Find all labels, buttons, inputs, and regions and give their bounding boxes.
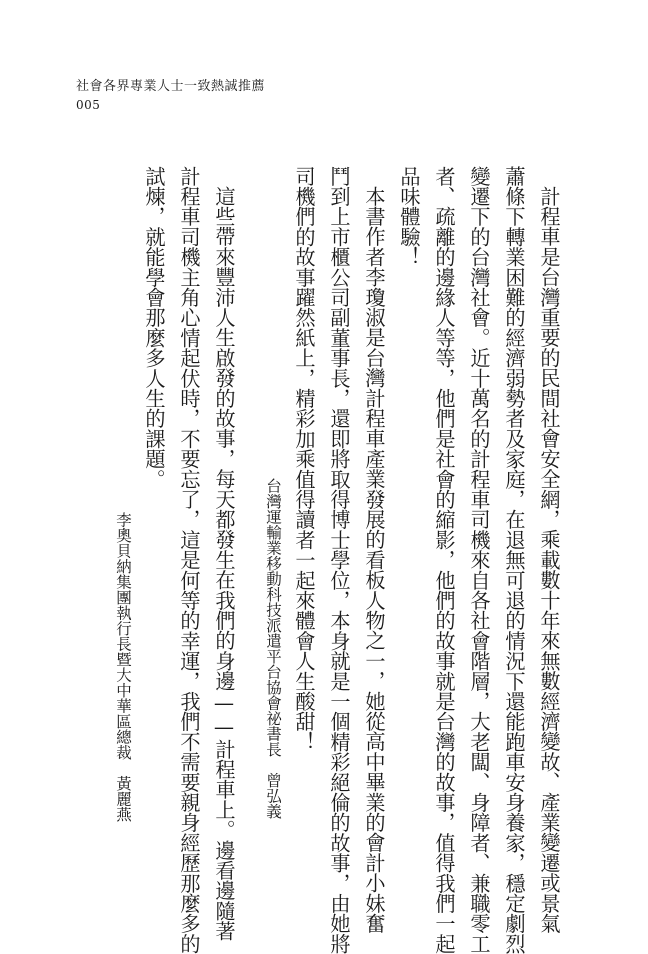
page-number: 005 <box>76 98 101 112</box>
paragraph-2-line-2: 鬥到上市櫃公司副董事長，還即將取得博士學位，本身就是一個精彩絕倫的故事，由她將 <box>327 166 351 954</box>
header-title: 社會各界專業人士一致熱誠推薦 <box>76 79 266 94</box>
paragraph-2-line-1: 本書作者李瓊淑是台灣計程車產業發展的看板人物之一，她從高中畢業的會計小妹奮 <box>362 186 386 934</box>
paragraph-1-line-1: 計程車是台灣重要的民間社會安全網，乘載數十年來無數經濟變故、產業變遷或景氣 <box>537 186 561 934</box>
paragraph-3-line-3: 試煉，就能學會那麼多人生的課題。 <box>142 166 166 490</box>
paragraph-1-line-5: 品味體驗！ <box>397 166 421 267</box>
signature-2: 李奧貝納集團執行長暨大中華區總裁 黃麗燕 <box>114 512 132 822</box>
paragraph-2-line-3: 司機們的故事躍然紙上，精彩加乘值得讀者一起來體會人生酸甜！ <box>292 166 316 752</box>
running-header <box>76 78 265 114</box>
paragraph-1-line-4: 者、疏離的邊緣人等等，他們是社會的縮影，他們的故事就是台灣的故事，值得我們一起 <box>432 166 456 954</box>
paragraph-1-line-3: 變遷下的台灣社會。近十萬名的計程車司機來自各社會階層，大老闆、身障者、兼職零工 <box>467 166 491 954</box>
paragraph-3-line-2: 計程車司機主角心情起伏時，不要忘了，這是何等的幸運，我們不需要親身經歷那麼多的 <box>177 166 201 954</box>
paragraph-3-line-1: 這些帶來豐沛人生啟發的故事，每天都發生在我們的身邊——計程車上。邊看邊隨著 <box>212 186 236 941</box>
signature-1: 台灣運輸業移動科技派遣平台協會祕書長 曾弘義 <box>264 478 282 819</box>
paragraph-1-line-2: 蕭條下轉業困難的經濟弱勢者及家庭，在退無可退的情況下還能跑車安身養家，穩定劇烈 <box>502 166 526 954</box>
